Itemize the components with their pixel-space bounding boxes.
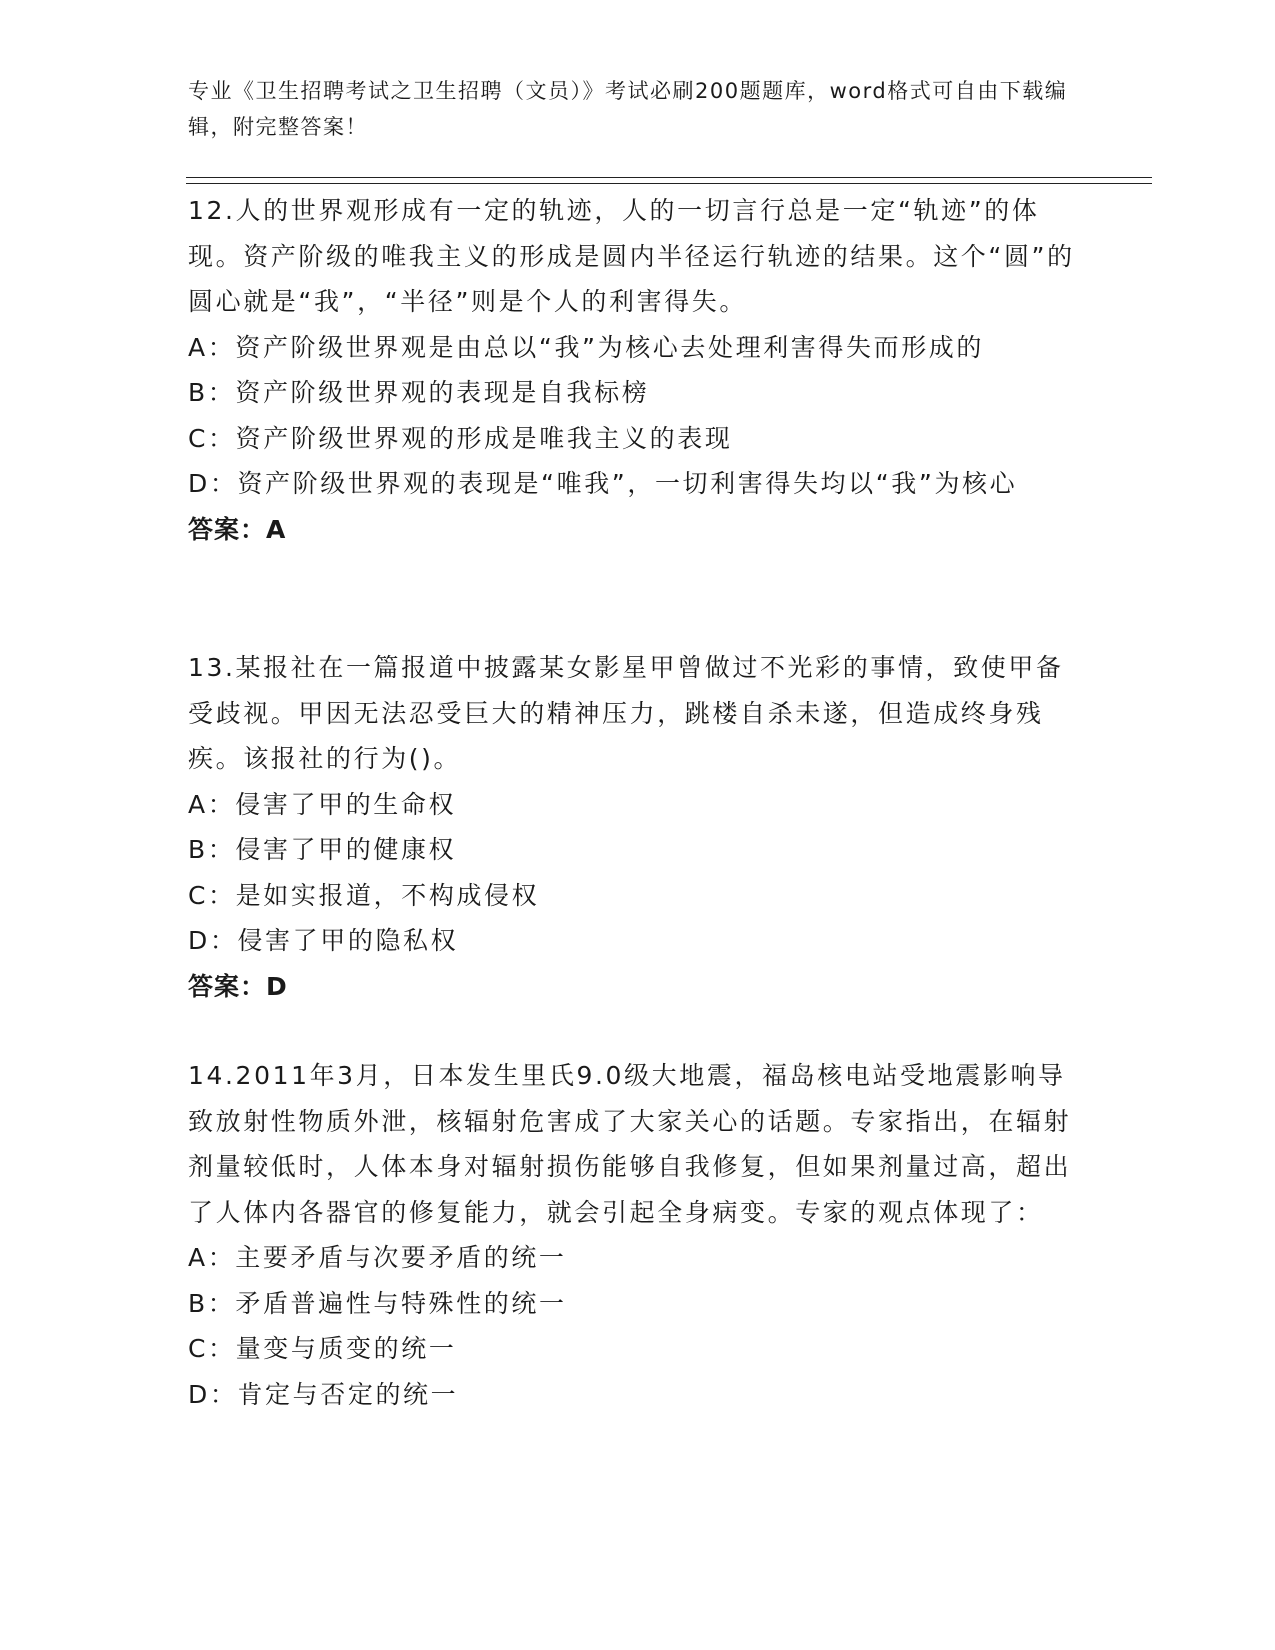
- option-c: C：资产阶级世界观的形成是唯我主义的表现: [188, 423, 733, 453]
- option-b: B：资产阶级世界观的表现是自我标榜: [188, 378, 650, 407]
- question-13: [188, 645, 1088, 1009]
- header-divider-top: [186, 177, 1152, 178]
- option-b: B：矛盾普遍性与特殊性的统一: [188, 1288, 567, 1318]
- option-b: B：侵害了甲的健康权: [188, 835, 457, 864]
- option-d: D：侵害了甲的隐私权: [188, 926, 459, 955]
- question-12: [188, 188, 1088, 552]
- option-a: A：资产阶级世界观是由总以“我”为核心去处理利害得失而形成的: [188, 332, 985, 362]
- option-a: A：侵害了甲的生命权: [188, 789, 457, 819]
- option-a: A：主要矛盾与次要矛盾的统一: [188, 1243, 567, 1272]
- question-14: [188, 1053, 1088, 1417]
- question-stem: 12.人的世界观形成有一定的轨迹，人的一切言行总是一定“轨迹”的体现。资产阶级的唯我主义的形成是圆内半径运行轨迹的结果。这个“圆”的圆心就是“我”，“半径”则是个人的利害得失。: [188, 196, 1075, 316]
- option-c: C：是如实报道，不构成侵权: [188, 880, 540, 910]
- answer-line: 答案：D: [188, 971, 288, 1001]
- option-d: D：资产阶级世界观的表现是“唯我”，一切利害得失均以“我”为核心: [188, 469, 1018, 498]
- question-stem: 14.2011年3月，日本发生里氏9.0级大地震，福岛核电站受地震影响导致放射性物质外泄，核辐射危害成了大家关心的话题。专家指出，在辐射剂量较低时，人体本身对辐射损伤能够自我修复，但如果剂量过高，超出了人体内各器官的修复能力，就会引起全身病变。专家的观点体现了：: [188, 1061, 1072, 1227]
- option-d: D：肯定与否定的统一: [188, 1379, 459, 1409]
- document-header: 专业《卫生招聘考试之卫生招聘（文员）》考试必刷200题题库，word格式可自由下载编辑，附完整答案！: [188, 79, 1068, 139]
- header-divider-bottom: [186, 183, 1152, 184]
- question-stem: 13.某报社在一篇报道中披露某女影星甲曾做过不光彩的事情，致使甲备受歧视。甲因无法忍受巨大的精神压力，跳楼自杀未遂，但造成终身残疾。该报社的行为()。: [188, 653, 1064, 773]
- answer-line: 答案：A: [188, 514, 287, 544]
- option-c: C：量变与质变的统一: [188, 1334, 457, 1363]
